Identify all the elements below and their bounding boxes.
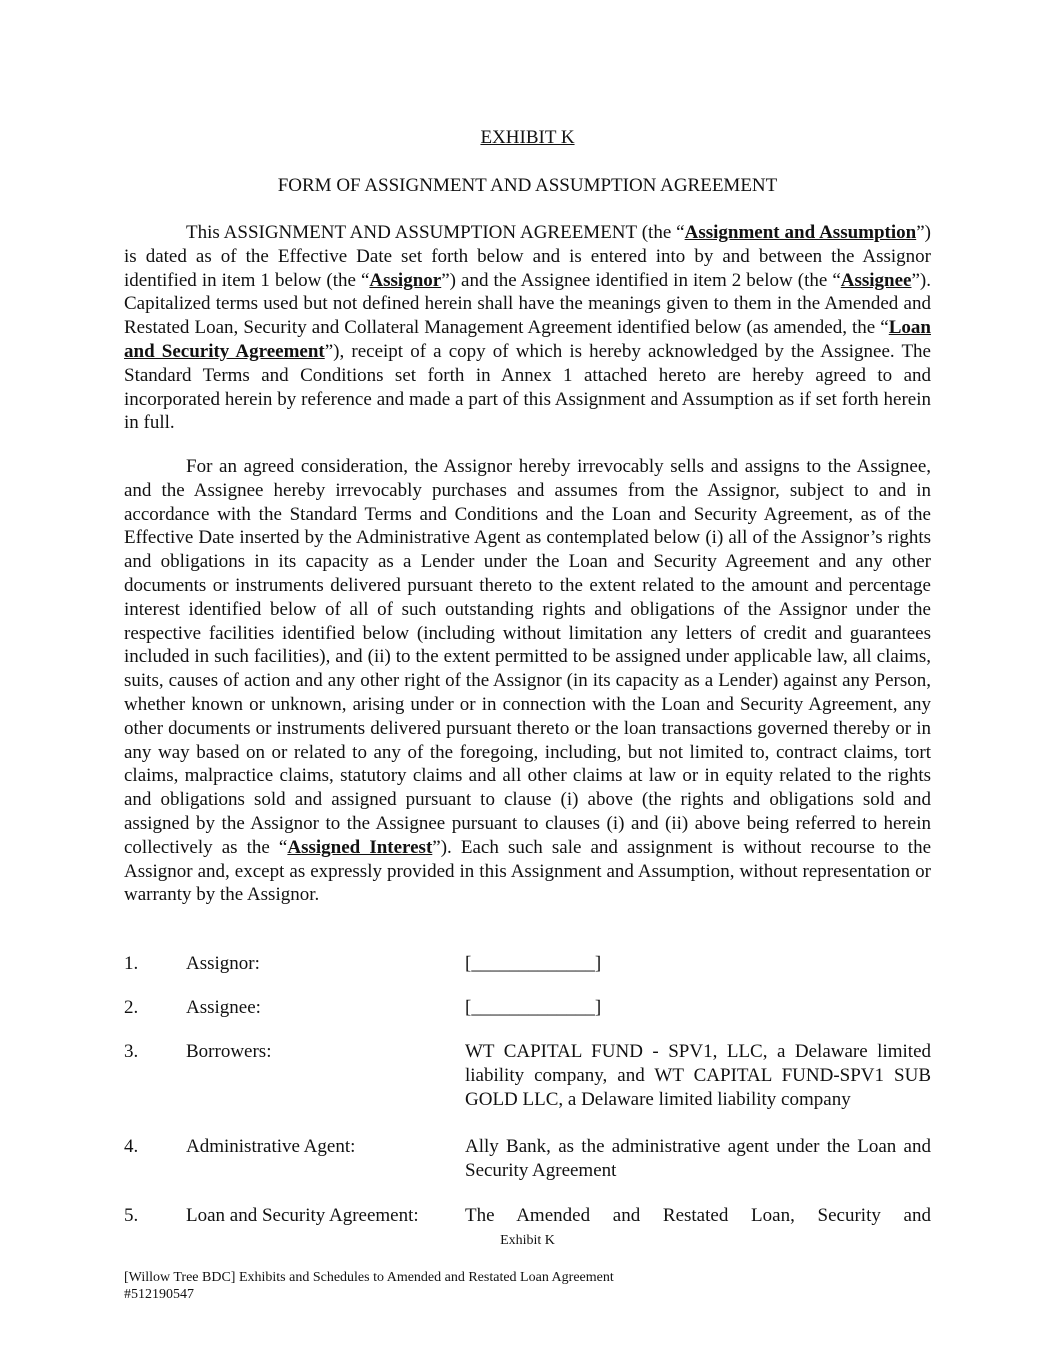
item-value: Ally Bank, as the administrative agent under the Loan and Security Agreement [465, 1136, 931, 1181]
intro-text-5: ”), receipt of a copy of which is hereby acknowledged by the Assignee. The Standard Terms and Conditions set forth in Annex 1 attached hereto are hereby agreed to and incorporated herein by reference and made a part of this Assignment and Assumption as if set forth herein in full. [124, 340, 931, 434]
intro-text-3: ”) and the Assignee identified in item 2 below (the “ [441, 269, 841, 291]
defined-term-assignee: Assignee [840, 269, 912, 291]
footer-document-number: #512190547 [124, 1287, 194, 1302]
form-title: FORM OF ASSIGNMENT AND ASSUMPTION AGREEMENT [277, 175, 778, 196]
item-label: Borrowers: [186, 1041, 272, 1062]
consideration-paragraph [124, 455, 931, 907]
intro-text-2: ”) is dated as of the Effective Date set forth below and is entered into by and between the Assignor identified in item 1 below (the “ [124, 222, 931, 291]
item-number: 1. [124, 953, 139, 974]
intro-text-4: ”). Capitalized terms used but not defined herein shall have the meanings given to them in the Amended and Restated Loan, Security and Collateral Management Agreement identified below (as amended, the “ [124, 269, 931, 339]
defined-term-assignor: Assignor [369, 269, 442, 291]
consideration-text-2: ”). Each such sale and assignment is without recourse to the Assignor and, except as expressly provided in this Assignment and Assumption, without representation or warranty by the Assignor. [124, 836, 932, 906]
item-value: [_____________] [465, 953, 602, 974]
intro-text-1: This ASSIGNMENT AND ASSUMPTION AGREEMENT (the “ [186, 222, 685, 243]
item-label: Loan and Security Agreement: [186, 1205, 419, 1226]
item-value: The Amended and Restated Loan, Security and [465, 1205, 931, 1226]
item-number: 4. [124, 1136, 139, 1157]
exhibit-title: EXHIBIT K [480, 127, 575, 148]
item-label: Assignee: [186, 997, 261, 1018]
page-footer-label: Exhibit K [500, 1233, 555, 1248]
defined-term-loan-and-security-agreement: Loan and Security Agreement [124, 317, 931, 362]
item-number: 5. [124, 1205, 139, 1226]
intro-paragraph [124, 221, 931, 435]
item-number: 2. [124, 997, 139, 1018]
footer-document-title: [Willow Tree BDC] Exhibits and Schedules to Amended and Restated Loan Agreement [124, 1270, 614, 1285]
item-value: [_____________] [465, 997, 602, 1018]
item-number: 3. [124, 1041, 139, 1062]
consideration-text-1: For an agreed consideration, the Assignor hereby irrevocably sells and assigns to the Assignee, and the Assignee hereby irrevocably purchases and assumes from the Assignor, subject to and in accordance with the Standard Terms and Conditions and the Loan and Security Agreement, as of the Effective Date inserted by the Administrative Agent as contemplated below (i) all of the Assignor’s rights and obligations in its capacity as a Lender under the Loan and Security Agreement and any other documents or instruments delivered pursuant thereto to the extent related to the amount and percentage interest identified below of all of such outstanding rights and obligations of the Assignor under the respective facilities identified below (including without limitation any letters of credit and guarantees included in such facilities), and (ii) to the extent permitted to be assigned under applicable law, all claims, suits, causes of action and any other right of the Assignor (in its capacity as a Lender) against any Person, whether known or unknown, arising under or in connection with the Loan and Security Agreement, any other documents or instruments delivered pursuant thereto or the loan transactions governed thereby or in any way based on or related to any of the foregoing, including, but not limited to, contract claims, tort claims, malpractice claims, statutory claims and all other claims at law or in equity related to the rights and obligations sold and assigned pursuant to clause (i) above (the rights and obligations sold and assigned by the Assignor to the Assignee pursuant to clauses (i) and (ii) above being referred to herein collectively as the “ [124, 456, 931, 858]
item-label: Administrative Agent: [186, 1136, 356, 1157]
item-label: Assignor: [186, 953, 260, 974]
defined-term-assigned-interest: Assigned Interest [287, 836, 433, 858]
item-value: WT CAPITAL FUND - SPV1, LLC, a Delaware limited liability company, and WT CAPITAL FUND-SPV1 SUB GOLD LLC, a Delaware limited liability company [465, 1041, 931, 1110]
defined-term-assignment-and-assumption: Assignment and Assumption [684, 222, 917, 243]
